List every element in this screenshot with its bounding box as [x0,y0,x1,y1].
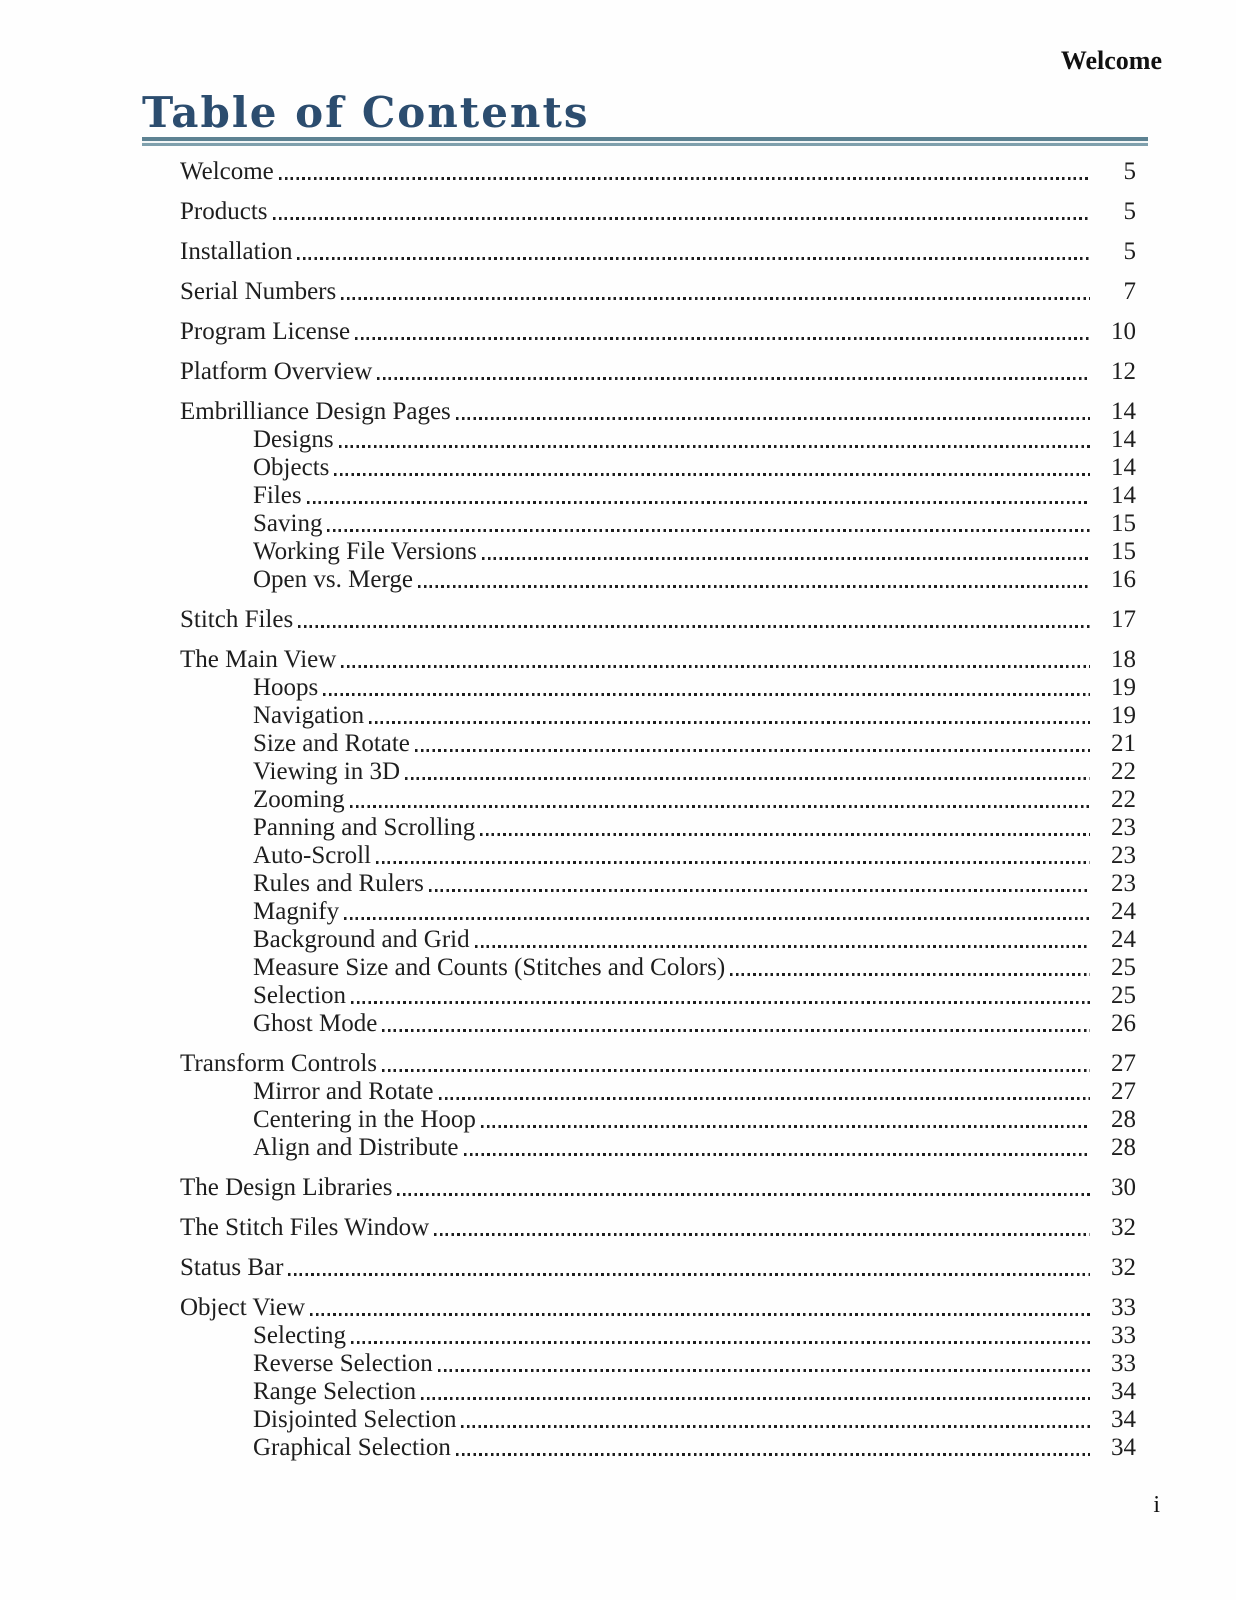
toc-dot-leader [351,1341,1090,1344]
toc-entry-page: 15 [1111,538,1136,565]
running-header: Welcome [1060,46,1162,75]
toc-entry [180,398,1136,426]
toc-dot-leader [464,1153,1090,1156]
toc-entry-label: Transform Controls [180,1050,378,1077]
toc-entry [180,646,1136,674]
toc-entry [180,926,1136,954]
toc-entry [180,814,1136,842]
toc-dot-leader [297,257,1090,260]
toc-dot-leader [298,625,1090,628]
toc-entry [180,702,1136,730]
toc-entry-label: Centering in the Hoop [253,1106,476,1133]
toc-entry [180,842,1136,870]
toc-entry-page: 25 [1111,954,1136,981]
toc-entry-page: 21 [1111,730,1136,757]
toc-entry-label: Graphical Selection [253,1434,451,1461]
toc-entry-page: 26 [1111,1010,1136,1037]
toc-entry-page: 24 [1111,898,1136,925]
toc-entry-label: Disjointed Selection [253,1406,457,1433]
toc-dot-leader [310,1313,1090,1316]
toc-entry-page: 33 [1111,1350,1136,1377]
toc-entry-label: The Design Libraries [180,1174,393,1201]
toc-entry [180,566,1136,594]
toc-entry-label: Stitch Files [180,606,294,633]
toc-entry-page: 23 [1111,814,1136,841]
toc-entry-page: 28 [1111,1134,1136,1161]
toc-entry-label: Status Bar [180,1254,284,1281]
toc-entry-page: 14 [1111,398,1136,425]
toc-entry [180,1078,1136,1106]
toc-entry-page: 14 [1111,482,1136,509]
toc-dot-leader [456,1453,1090,1456]
toc-entry [180,1378,1136,1406]
toc-entry-label: Rules and Rulers [253,870,424,897]
toc-entry [180,786,1136,814]
toc-dot-leader [418,585,1090,588]
toc-entry [180,1214,1136,1242]
toc-entry-label: Zooming [253,786,345,813]
toc-entry [180,758,1136,786]
toc-entry-page: 34 [1111,1406,1136,1433]
toc-entry [180,318,1136,346]
toc-entry [180,454,1136,482]
toc-entry [180,1350,1136,1378]
toc-entry-label: Open vs. Merge [253,566,413,593]
toc-entry-page: 10 [1111,318,1136,345]
toc-entry-page: 5 [1123,198,1136,225]
toc-dot-leader [480,833,1090,836]
toc-dot-leader [377,377,1090,380]
toc-entry [180,1134,1136,1162]
toc-list [180,146,1136,1462]
toc-entry-label: Welcome [180,158,274,185]
toc-dot-leader [382,1069,1090,1072]
toc-dot-leader [434,1233,1090,1236]
toc-entry-label: Background and Grid [253,926,470,953]
toc-dot-leader [481,1125,1090,1128]
toc-entry [180,1050,1136,1078]
toc-dot-leader [421,1397,1090,1400]
toc-dot-leader [438,1369,1090,1372]
toc-entry-page: 27 [1111,1078,1136,1105]
toc-entry-label: Saving [253,510,323,537]
toc-entry [180,1322,1136,1350]
toc-dot-leader [350,805,1090,808]
toc-entry-page: 32 [1111,1214,1136,1241]
toc-dot-leader [351,1001,1090,1004]
toc-entry [180,158,1136,186]
toc-entry-label: Ghost Mode [253,1010,378,1037]
toc-entry [180,1406,1136,1434]
toc-entry-label: Selection [253,982,347,1009]
toc-dot-leader [323,693,1090,696]
page-title: Table of Contents [142,88,590,137]
toc-entry [180,198,1136,226]
toc-entry [180,606,1136,634]
toc-dot-leader [415,749,1090,752]
toc-dot-leader [355,337,1090,340]
toc-entry-page: 5 [1123,238,1136,265]
toc-entry-label: Installation [180,238,293,265]
toc-entry-label: Object View [180,1294,306,1321]
toc-dot-leader [273,217,1091,220]
toc-entry-page: 15 [1111,510,1136,537]
toc-entry-page: 22 [1111,786,1136,813]
toc-entry-page: 28 [1111,1106,1136,1133]
toc-entry-page: 16 [1111,566,1136,593]
toc-entry-label: Designs [253,426,334,453]
toc-entry-label: Hoops [253,674,319,701]
toc-entry [180,674,1136,702]
toc-dot-leader [456,417,1090,420]
toc-entry-label: Products [180,198,268,225]
toc-dot-leader [482,557,1090,560]
toc-entry-label: Reverse Selection [253,1350,433,1377]
toc-dot-leader [369,721,1090,724]
toc-dot-leader [341,297,1090,300]
toc-entry-label: Viewing in 3D [253,758,401,785]
toc-entry-page: 24 [1111,926,1136,953]
toc-entry [180,954,1136,982]
toc-dot-leader [397,1193,1090,1196]
toc-dot-leader [730,973,1090,976]
toc-entry-label: The Main View [180,646,337,673]
toc-entry-page: 34 [1111,1434,1136,1461]
toc-entry-label: Working File Versions [253,538,477,565]
toc-entry-page: 7 [1123,278,1136,305]
toc-dot-leader [382,1029,1090,1032]
toc-entry-label: Program License [180,318,351,345]
toc-entry-page: 5 [1123,158,1136,185]
toc-entry-label: The Stitch Files Window [180,1214,430,1241]
toc-entry [180,1254,1136,1282]
toc-entry-label: Selecting [253,1322,347,1349]
toc-entry [180,982,1136,1010]
toc-dot-leader [475,945,1090,948]
toc-dot-leader [344,917,1090,920]
toc-entry-page: 17 [1111,606,1136,633]
toc-entry-page: 19 [1111,674,1136,701]
toc-dot-leader [307,501,1090,504]
toc-entry-label: Embrilliance Design Pages [180,398,451,425]
toc-entry-label: Files [253,482,302,509]
toc-entry-page: 23 [1111,842,1136,869]
toc-entry-label: Serial Numbers [180,278,337,305]
toc-entry-page: 27 [1111,1050,1136,1077]
toc-dot-leader [439,1097,1090,1100]
footer-page-number: i [1153,1492,1160,1518]
toc-dot-leader [376,861,1090,864]
toc-entry-page: 33 [1111,1294,1136,1321]
toc-entry [180,358,1136,386]
toc-entry-page: 23 [1111,870,1136,897]
toc-entry-label: Magnify [253,898,340,925]
toc-entry [180,870,1136,898]
toc-entry-label: Align and Distribute [253,1134,459,1161]
toc-dot-leader [288,1273,1090,1276]
toc-entry [180,1434,1136,1462]
toc-entry-page: 14 [1111,426,1136,453]
toc-entry-label: Navigation [253,702,365,729]
toc-entry [180,898,1136,926]
toc-dot-leader [327,529,1090,532]
toc-dot-leader [405,777,1090,780]
toc-entry-page: 22 [1111,758,1136,785]
toc-entry-page: 34 [1111,1378,1136,1405]
toc-entry-label: Platform Overview [180,358,373,385]
toc-entry [180,730,1136,758]
toc-entry-page: 30 [1111,1174,1136,1201]
toc-entry-page: 32 [1111,1254,1136,1281]
toc-entry-label: Size and Rotate [253,730,410,757]
toc-entry-page: 18 [1111,646,1136,673]
toc-entry-label: Auto-Scroll [253,842,372,869]
toc-dot-leader [341,665,1090,668]
toc-entry [180,510,1136,538]
toc-entry-page: 33 [1111,1322,1136,1349]
toc-entry [180,278,1136,306]
toc-entry-label: Measure Size and Counts (Stitches and Colors) [253,954,726,981]
toc-entry [180,1294,1136,1322]
toc-dot-leader [429,889,1090,892]
toc-entry-page: 25 [1111,982,1136,1009]
toc-dot-leader [334,473,1090,476]
toc-entry [180,1174,1136,1202]
toc-entry-label: Mirror and Rotate [253,1078,434,1105]
toc-entry [180,1106,1136,1134]
toc-dot-leader [279,177,1090,180]
toc-entry [180,238,1136,266]
toc-entry-page: 19 [1111,702,1136,729]
toc-dot-leader [339,445,1090,448]
toc-entry [180,426,1136,454]
toc-entry [180,1010,1136,1038]
toc-entry-label: Range Selection [253,1378,417,1405]
toc-dot-leader [461,1425,1090,1428]
toc-entry [180,482,1136,510]
toc-entry-label: Panning and Scrolling [253,814,476,841]
toc-entry-label: Objects [253,454,330,481]
title-rule [142,137,1148,146]
toc-entry [180,538,1136,566]
toc-entry-page: 12 [1111,358,1136,385]
toc-entry-page: 14 [1111,454,1136,481]
